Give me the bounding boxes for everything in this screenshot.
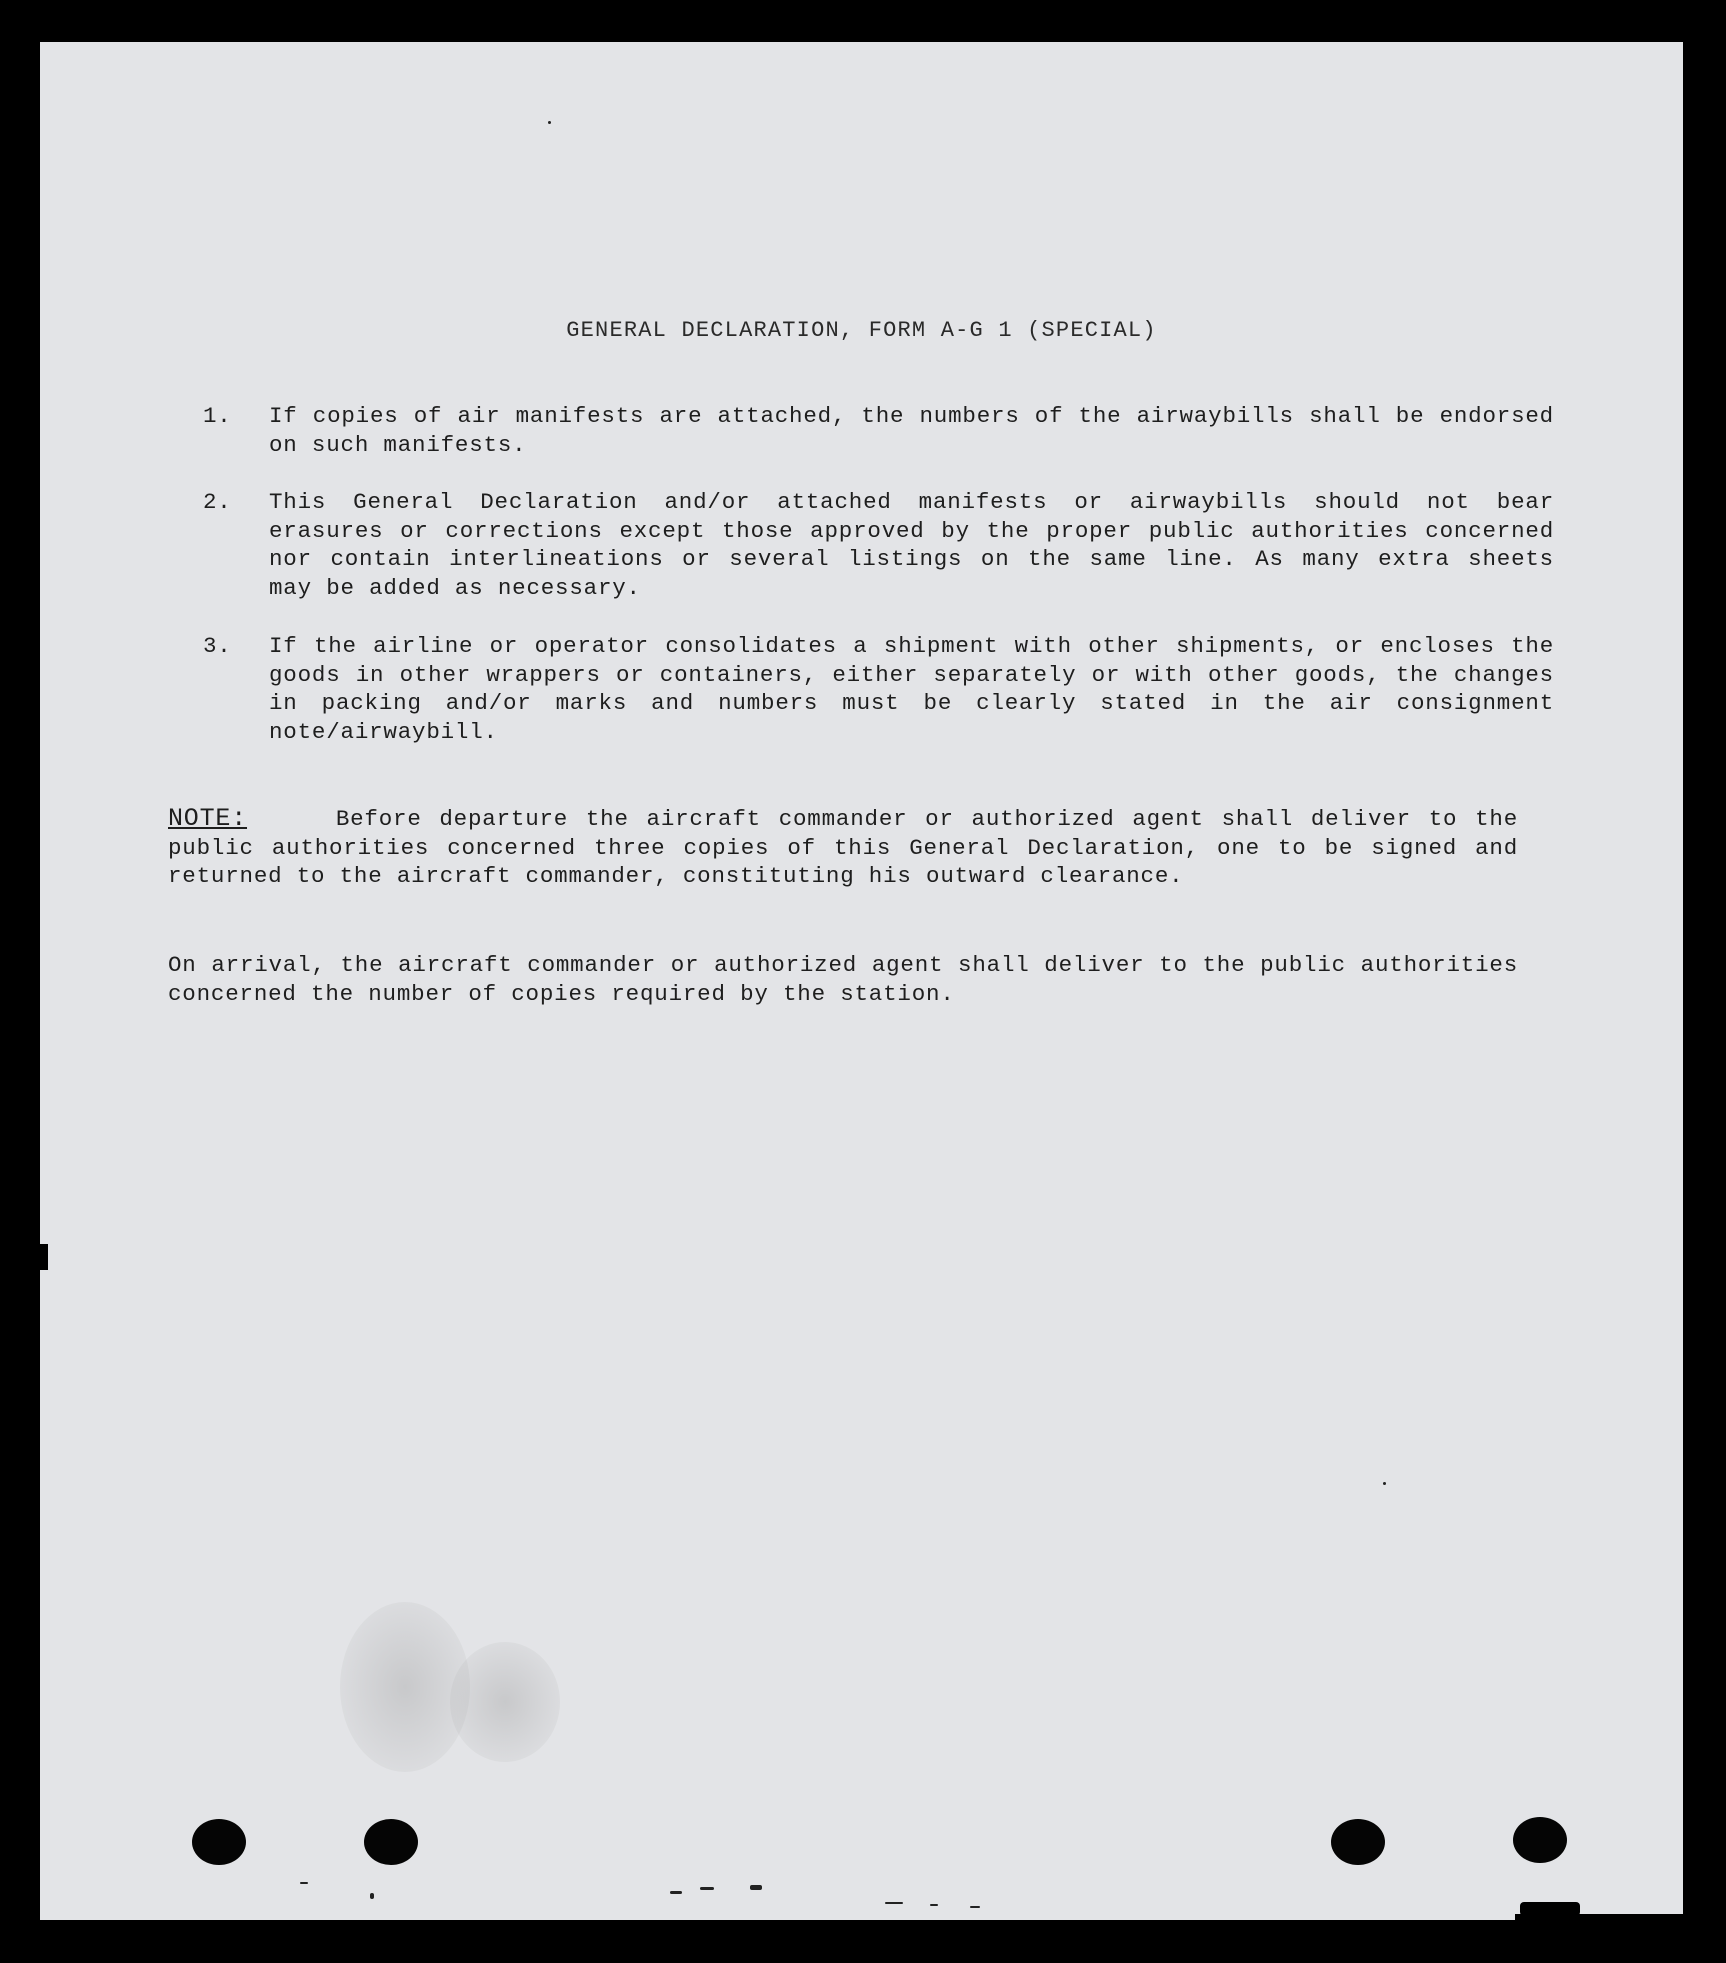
- document-page: [40, 42, 1683, 1920]
- speck: [930, 1904, 938, 1906]
- item-number: 1.: [203, 403, 232, 429]
- punch-hole: [192, 1819, 246, 1865]
- speck: [970, 1906, 980, 1908]
- stain-smudge: [340, 1602, 470, 1772]
- item-text: This General Declaration and/or attached manifests or airwaybills should not bear erasures or corrections except those approved by the proper public authorities concerned nor contain interlineations or several listings on the same line. As many extra sheets may be added as necessary.: [269, 489, 1554, 601]
- item-number: 2.: [203, 489, 232, 515]
- speck: [1383, 1482, 1386, 1485]
- punch-hole: [364, 1819, 418, 1865]
- item-text: If the airline or operator consolidates a shipment with other shipments, or encloses the goods in other wrappers or containers, either separately or with other goods, the changes in packing and/or marks and numbers must be clearly stated in the air consignment note/airwaybill.: [269, 633, 1554, 745]
- torn-corner: [1520, 1902, 1580, 1916]
- arrival-paragraph: On arrival, the aircraft commander or authorized agent shall deliver to the public authorities concerned the number of copies required by the station.: [168, 952, 1518, 1007]
- speck: [700, 1887, 714, 1890]
- note-text: Before departure the aircraft commander or authorized agent shall deliver to the public authorities concerned three copies of this General Declaration, one to be signed and returned to the aircraft commander, constituting his outward clearance.: [168, 806, 1518, 889]
- item-text: If copies of air manifests are attached, the numbers of the airwaybills shall be endorsed on such manifests.: [269, 403, 1554, 458]
- item-number: 3.: [203, 633, 232, 659]
- punch-hole: [1513, 1817, 1567, 1863]
- speck: [300, 1882, 308, 1884]
- note-label: NOTE:: [168, 804, 248, 833]
- speck: [750, 1885, 762, 1890]
- note-paragraph: [168, 805, 1518, 891]
- speck: [670, 1891, 682, 1894]
- speck: [548, 121, 551, 124]
- document-title: GENERAL DECLARATION, FORM A-G 1 (SPECIAL): [566, 318, 1157, 343]
- speck: [885, 1902, 903, 1904]
- edge-notch: [38, 1244, 48, 1270]
- punch-hole: [1331, 1819, 1385, 1865]
- stain-smudge: [450, 1642, 560, 1762]
- speck: [370, 1893, 374, 1899]
